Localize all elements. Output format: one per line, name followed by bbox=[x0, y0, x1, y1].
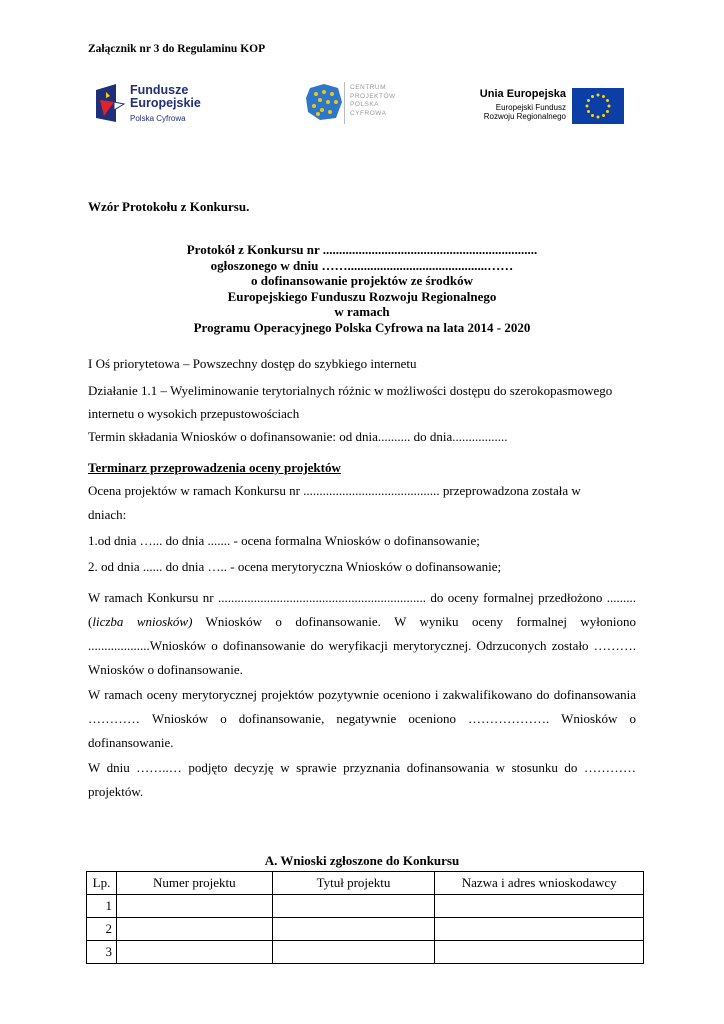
paragraph-substantive-evaluation: W ramach oceny merytorycznej projektów pozytywnie oceniono i zakwalifikowano do dofinansowania ………… Wniosków o dofinansowanie, negatywnie oceniono ………………. Wniosków o dofinansowanie. bbox=[88, 687, 636, 750]
fe-emblem-icon bbox=[94, 82, 130, 126]
col-applicant: Nazwa i adres wnioskodawcy bbox=[435, 872, 644, 895]
cell-project-title bbox=[272, 918, 435, 941]
cell-project-title bbox=[272, 895, 435, 918]
unia-europejska-logo bbox=[468, 80, 628, 130]
table-caption: A. Wnioski zgłoszone do Konkursu bbox=[264, 853, 460, 868]
fe-line3: Polska Cyfrowa bbox=[130, 114, 186, 123]
number-of-applications-hint: liczba wniosków) bbox=[92, 614, 193, 629]
cell-project-number bbox=[116, 941, 272, 964]
title-line-6: Programu Operacyjnego Polska Cyfrowa na lata 2014 - 2020 bbox=[193, 319, 531, 335]
ue-sub1: Europejski Fundusz bbox=[495, 103, 566, 112]
cell-project-title bbox=[272, 941, 435, 964]
row-number: 1 bbox=[87, 895, 117, 918]
row-number: 3 bbox=[87, 941, 117, 964]
cpp-line3: POLSKA bbox=[350, 101, 380, 108]
ue-title: Unia Europejska bbox=[479, 88, 566, 100]
cell-applicant bbox=[435, 918, 644, 941]
cell-applicant bbox=[435, 895, 644, 918]
schedule-item-formal: 1.od dnia …... do dnia ....... - ocena formalna Wniosków o dofinansowanie; bbox=[88, 533, 480, 548]
submission-deadline: Termin składania Wniosków o dofinansowanie: od dnia.......... do dnia................. bbox=[88, 429, 508, 444]
title-line-4: Europejskiego Funduszu Rozwoju Regionalnego bbox=[227, 288, 497, 304]
schedule-item-substantive: 2. od dnia ...... do dnia ….. - ocena merytoryczna Wniosków o dofinansowanie; bbox=[88, 559, 502, 574]
title-line-1: Protokół z Konkursu nr .................................................................. bbox=[186, 242, 538, 257]
fundusze-europejskie-logo bbox=[92, 76, 212, 136]
schedule-heading: Terminarz przeprowadzenia oceny projektów bbox=[88, 460, 341, 475]
protocol-title bbox=[88, 242, 636, 336]
eu-flag-icon bbox=[572, 88, 624, 124]
table-row bbox=[87, 895, 644, 918]
table-row bbox=[87, 918, 644, 941]
title-line-2: ogłoszonego w dniu ……...........................................…… bbox=[210, 257, 514, 273]
priority-axis: I Oś priorytetowa – Powszechny dostęp do szybkiego internetu bbox=[88, 356, 417, 371]
schedule-line-1: Ocena projektów w ramach Konkursu nr .......................................... przeprowadzona została w bbox=[88, 483, 581, 498]
table-row bbox=[87, 941, 644, 964]
title-line-5: w ramach bbox=[334, 304, 390, 320]
fe-line2: Europejskie bbox=[130, 96, 201, 110]
schedule-line-2: dniach: bbox=[88, 507, 127, 522]
attachment-note: Załącznik nr 3 do Regulaminu KOP bbox=[88, 43, 266, 55]
applications-table bbox=[86, 871, 644, 964]
section-title: Wzór Protokołu z Konkursu. bbox=[88, 199, 250, 214]
fe-line1: Fundusze bbox=[130, 83, 189, 97]
cell-project-number bbox=[116, 918, 272, 941]
col-project-title: Tytuł projektu bbox=[272, 872, 435, 895]
col-lp: Lp. bbox=[87, 872, 117, 895]
table-header-row bbox=[87, 872, 644, 895]
title-line-3: o dofinansowanie projektów ze środków bbox=[251, 273, 473, 289]
action-line-2: internetu o wysokich przepustowościach bbox=[88, 406, 300, 421]
action-line-1: Działanie 1.1 – Wyeliminowanie terytorialnych różnic w możliwości dostępu do szerokopasmowego bbox=[88, 383, 613, 398]
cell-applicant bbox=[435, 941, 644, 964]
ue-sub2: Rozwoju Regionalnego bbox=[483, 112, 566, 121]
cpp-line1: CENTRUM bbox=[350, 84, 386, 91]
paragraph-decision: W dniu ……..… podjęto decyzję w sprawie przyznania dofinansowania w stosunku do ………… projektów. bbox=[88, 760, 636, 799]
cpp-logo bbox=[300, 78, 410, 132]
cell-project-number bbox=[116, 895, 272, 918]
cpp-map-icon bbox=[304, 82, 344, 122]
cpp-line2: PROJEKTÓW bbox=[350, 92, 396, 100]
paragraph-formal-evaluation: W ramach Konkursu nr ................................................................ do oceny formalnej przedłożono .........(liczba wniosków) Wniosków o dofinansowanie. W wyniku oceny formalnej wyłoniono ...................Wniosków o dofinansowanie do weryfikacji merytorycznej. Odrzuconych zostało ………. Wniosków o dofinansowanie. bbox=[88, 590, 636, 677]
row-number: 2 bbox=[87, 918, 117, 941]
cpp-line4: CYFROWA bbox=[350, 109, 387, 117]
col-project-number: Numer projektu bbox=[116, 872, 272, 895]
